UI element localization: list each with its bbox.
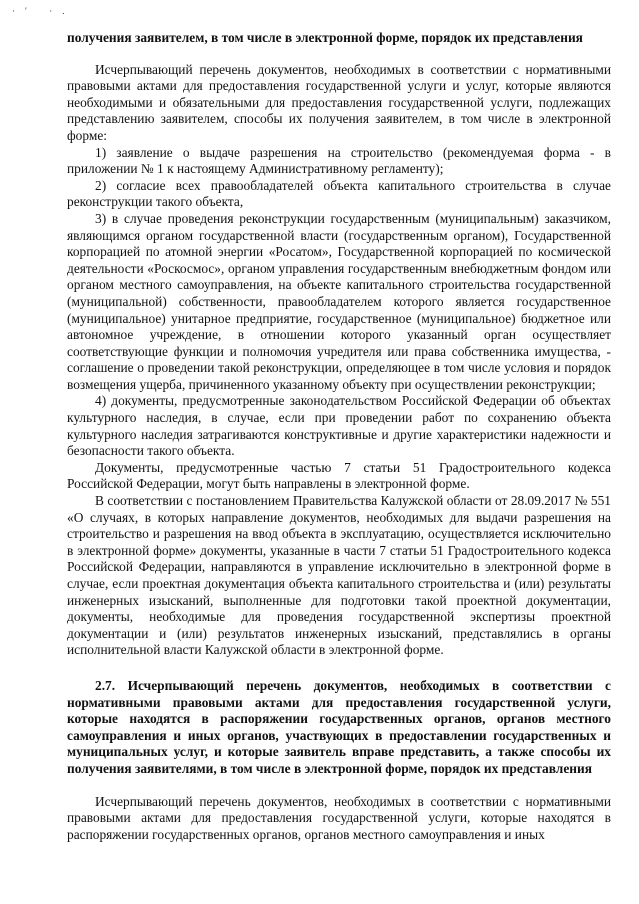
decree-paragraph: В соответствии с постановлением Правительства Калужской области от 28.09.2017 № 551 «О случаях, в которых направление документов, необходимых для выдачи разрешения на строительство и разрешения на ввод объекта в эксплуатацию, осуществляется исключительно в электронной форме» документы, указанные в части 7 статьи 51 Градостроительного кодекса Российской Федерации, направляются в управление исключительно в электронной форме в случае, если проектная документация объекта капитального строительства и (или) результаты инженерных изысканий, выполненные для подготовки такой проектной документации, документы, необходимые для проведения государственной экспертизы проектной документации и (или) результатов инженерных изысканий, представлялись в органы исполнительной власти Калужской области в электронной форме. [67,493,611,658]
section-2-7-paragraph: Исчерпывающий перечень документов, необходимых в соответствии с нормативными правовыми актами для предоставления государственной услуги, которые находятся в распоряжении государственных органов, органов местного самоуправления и иных [67,793,611,842]
list-item: 2) согласие всех правообладателей объекта капитального строительства в случае реконструкции такого объекта, [67,177,611,210]
section-title-tail: получения заявителем, в том числе в электронной форме, порядок их представления [67,30,583,45]
list-item: 1) заявление о выдаче разрешения на строительство (рекомендуемая форма - в приложении № 1 к настоящему Административному регламенту); [67,144,611,177]
electronic-docs-paragraph: Документы, предусмотренные частью 7 статьи 51 Градостроительного кодекса Российской Федерации, могут быть направлены в электронной форме. [67,459,611,492]
section-heading-2-7: 2.7. Исчерпывающий перечень документов, необходимых в соответствии с нормативными правовыми актами для предоставления государственной услуги, которые находятся в распоряжении государственных органов, органов местного самоуправления и иных органов, участвующих в предоставлении государственных и муниципальных услуг, и которые заявитель вправе представить, а также способы их получения заявителями, в том числе в электронной форме, порядок их представления [67,677,611,776]
list-item: 3) в случае проведения реконструкции государственным (муниципальным) заказчиком, являющимся органом государственной власти (государственным органом), Государственной корпорацией по атомной энергии «Росатом», Государственной корпорацией по космической деятельности «Роскосмос», органом управления государственным внебюджетным фондом или органом местного самоуправления, на объекте капитального строительства государственной (муниципальной) собственности, правообладателем которого является государственное (муниципальное) унитарное предприятие, государственное (муниципальное) бюджетное или автономное учреждение, в отношении которого указанный орган осуществляет соответствующие функции и полномочия учредителя или права собственника имущества, - соглашение о проведении такой реконструкции, определяющее в том числе условия и порядок возмещения ущерба, причиненного указанному объекту при осуществлении реконструкции; [67,210,611,392]
intro-paragraph: Исчерпывающий перечень документов, необходимых в соответствии с нормативными правовыми актами для предоставления государственной услуги и услуг, которые являются необходимыми и обязательными для предоставления государственной услуги, подлежащих представлению заявителем, способы их получения заявителем, в том числе в электронной форме: [67,61,611,143]
list-item: 4) документы, предусмотренные законодательством Российской Федерации об объектах культурного наследия, в случае, если при проведении работ по сохранению объекта культурного наследия затрагиваются конструктивные и другие характеристики надежности и безопасности такого объекта. [67,393,611,459]
scan-corner-marks: ·′ ·. [12,6,75,16]
document-body [67,30,611,843]
